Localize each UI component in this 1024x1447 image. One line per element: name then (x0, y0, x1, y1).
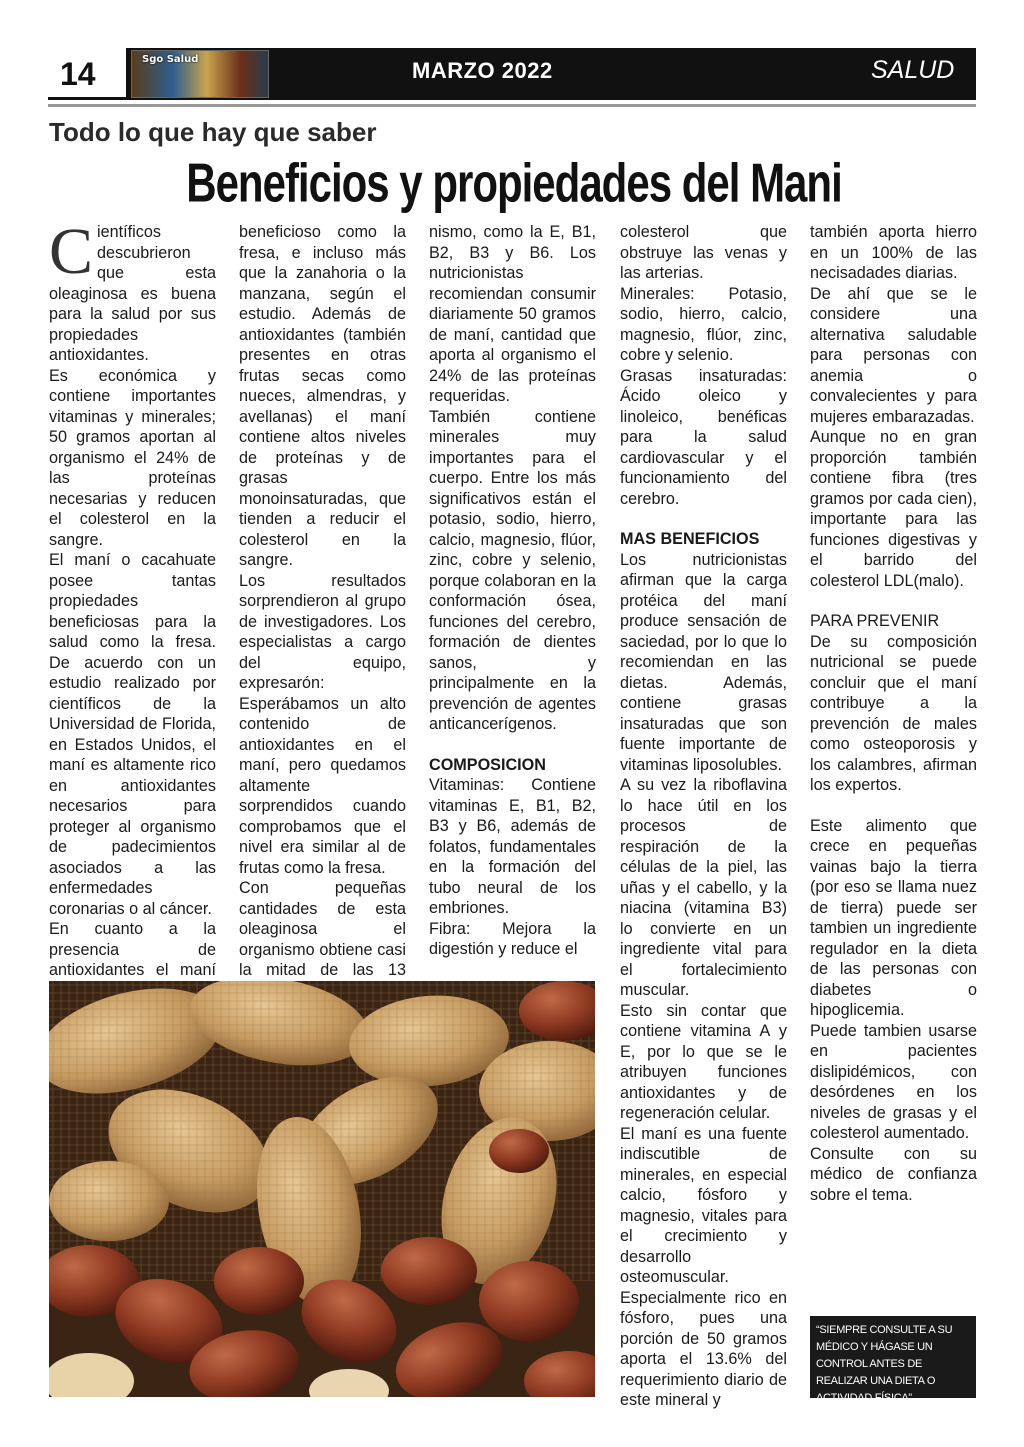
drop-cap: C (49, 215, 94, 288)
paragraph: Minerales: Potasio, sodio, hierro, calcio, magnesio, flúor, zinc, cobre y selenio. (620, 284, 787, 364)
paragraph: también aporta hierro en un 100% de las necisadades diarias. (810, 223, 977, 282)
page-number: 14 (60, 56, 96, 92)
subheading-para-prevenir: PARA PREVENIR (810, 612, 940, 630)
subheading-mas-beneficios: MAS BENEFICIOS (620, 530, 760, 548)
paragraph: Científicos descubrieron que esta oleaginosa es buena para la salud por sus propiedades antioxidantes. (49, 215, 216, 364)
paragraph: Consulte con su médico de confianza sobre el tema. (810, 1144, 977, 1204)
paragraph: Esto sin contar que contiene vitamina A y E, por lo que se le atribuyen funciones antioxidantes y de regeneración celular. (620, 1001, 787, 1122)
peanuts-photo (49, 981, 595, 1397)
issue-date: MARZO 2022 (412, 58, 553, 83)
paragraph: El maní es una fuente indiscutible de minerales, en especial calcio, fósforo y magnesio, vitales para el crecimiento y desarrollo osteomuscular. (620, 1124, 787, 1286)
peanuts-illustration (49, 981, 595, 1397)
paragraph: El maní o cacahuate posee tantas propiedades beneficiosas para la salud como la fresa. De acuerdo con un estudio realizado por científicos de la Universidad de Florida, en Estados Unidos, el maní es altamente rico en antioxidantes necesarios para proteger al organismo de padecimientos asociados a las enfermedades coronarias o al cáncer. (49, 551, 216, 918)
paragraph: A su vez la riboflavina lo hace útil en los procesos de respiración de la células de la piel, las uñas y el cabello, y la niacina (vitamina B3) lo convierte en un ingrediente vital para el fortalecimiento muscular. (620, 776, 787, 999)
paragraph: Con pequeñas cantidades de esta oleaginosa el organismo obtiene casi la mitad de las 13 (239, 879, 406, 979)
pull-quote: “SIEMPRE CONSULTE A SU MÉDICO Y HÁGASE UN CONTROL ANTES DE REALIZAR UNA DIETA O ACTIVIDAD FÍSICA” (810, 1316, 976, 1398)
paragraph: Fibra: Mejora la digestión y reduce el (429, 919, 596, 958)
header-rule (48, 104, 976, 107)
paragraph: Especialmente rico en fósforo, pues una porción de 50 gramos aporta el 13.6% del requerimiento diario de este mineral y (620, 1288, 787, 1409)
paragraph: colesterol que obstruye las venas y las arterias. (620, 223, 787, 282)
paragraph: Puede tambien usarse en pacientes dislipidémicos, con desórdenes en los niveles de grasas y el colesterol aumentado. (810, 1021, 977, 1142)
logo-text: Sgo Salud (142, 54, 199, 65)
paragraph: De su composición nutricional se puede concluir que el maní contribuye a la prevención de males como osteoporosis y los calambres, afirman los expertos. (810, 632, 977, 794)
paragraph: Grasas insaturadas: Ácido oleico y linoleico, benéficas para la salud cardiovascular y el funcionamiento del cerebro. (620, 366, 787, 508)
section-name: SALUD (871, 56, 955, 84)
article-column-4 (620, 222, 787, 1409)
paragraph: beneficioso como la fresa, e incluso más que la zanahoria o la manzana, según el estudio. Además de antioxidantes (también presentes en otras frutas secas como nueces, almendras, y avellanas) el maní contiene altos niveles de proteínas y de grasas monoinsaturadas, que tienden a reducir el colesterol en la sangre. (239, 223, 406, 569)
article-column-2 (239, 222, 406, 979)
article-column-5 (810, 222, 977, 1302)
article-kicker: Todo lo que hay que saber (49, 117, 377, 147)
paragraph: Es económica y contiene importantes vitaminas y minerales; 50 gramos aportan al organismo el 24% de las proteínas necesarias y reducen el colesterol en la sangre. (49, 366, 216, 549)
paragraph: Aunque no en gran proporción también contiene fibra (tres gramos por cada cien), importante para las funciones digestivas y el barrido del colesterol LDL(malo). (810, 428, 977, 590)
paragraph: Los resultados sorprendieron al grupo de investigadores. Los especialistas a cargo del equipo, expresarón: Esperábamos un alto contenido de antioxidantes en el maní, pero quedamos altamente sorprendidos cuando comprobamos que el nivel era similar al de frutas como la fresa. (239, 571, 406, 877)
paragraph: Este alimento que crece en pequeñas vainas bajo la tierra (por eso se llama nuez de tierra) puede ser tambien un ingrediente regulador en la dieta de las personas con diabetes o hipoglicemia. (810, 816, 977, 1019)
paragraph: De ahí que se le considere una alternativa saludable para personas con anemia o convalecientes y para mujeres embarazadas. (810, 284, 977, 426)
article-headline: Beneficios y propiedades del Mani (186, 152, 842, 214)
subheading-composicion: COMPOSICION (429, 755, 546, 774)
paragraph: En cuanto a la presencia de antioxidantes el maní (49, 920, 216, 979)
paragraph: Vitaminas: Contiene vitaminas E, B1, B2, B3 y B6, además de folatos, fundamentales en la formación del tubo neural de los embriones. (429, 776, 596, 917)
paragraph: También contiene minerales muy importantes para el cuerpo. Entre los más significativos están el potasio, sodio, hierro, calcio, magnesio, flúor, zinc, cobre y selenio, porque colaboran en la conformación ósea, funciones del cerebro, formación de dientes sanos, y principalmente en la prevención de agentes anticancerígenos. (429, 407, 596, 733)
paragraph: Los nutricionistas afirman que la carga protéica del maní produce sensación de saciedad, por lo que lo recomiendan en las dietas. Además, contiene grasas insaturadas que son fuente importante de vitaminas liposolubles. (620, 550, 787, 774)
article-column-1 (49, 215, 216, 979)
paragraph: nismo, como la E, B1, B2, B3 y B6. Los nutricionistas recomiendan consumir diariamente 50 gramos de maní, cantidad que aporta al organismo el 24% de las proteínas requeridas. (429, 223, 596, 405)
article-column-3 (429, 222, 596, 962)
publication-logo (131, 50, 269, 98)
